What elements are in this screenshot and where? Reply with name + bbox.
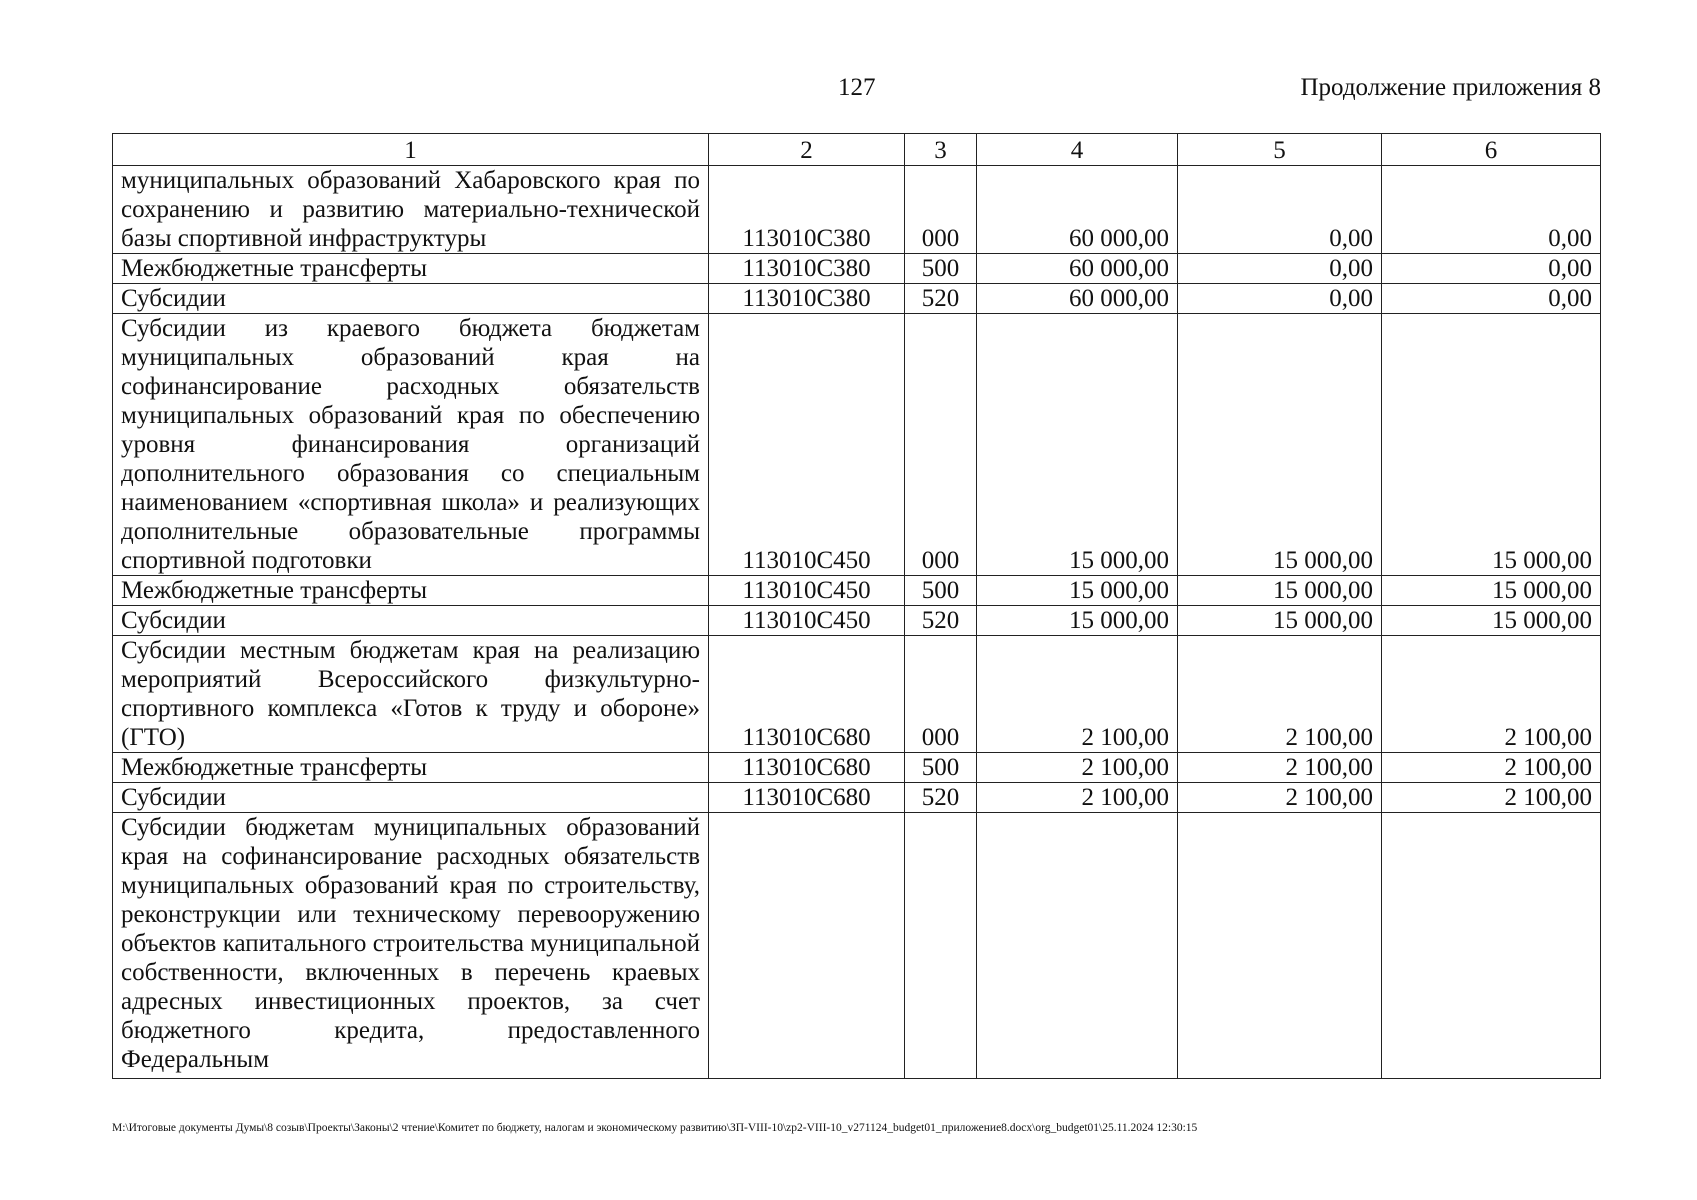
row-description: Субсидии из краевого бюджета бюджетам муниципальных образований края на софинансирование расходных обязательств муниципальных образований края по обеспечению уровня финансирования организаций дополнительного образования со специальным наименованием «спортивная школа» и реализующих дополнительные образовательные программы спортивной подготовки [113,314,709,576]
row-target-code: 113010С450 [709,606,905,636]
row-target-code: 113010С450 [709,314,905,576]
row-description: Субсидии [113,783,709,813]
row-expense-type: 520 [905,606,977,636]
row-value-col6: 2 100,00 [1382,753,1601,783]
table-row [113,813,1601,1079]
row-value-col6 [1382,813,1601,1079]
row-value-col4: 2 100,00 [977,636,1178,753]
row-target-code: 113010С680 [709,636,905,753]
row-description: Межбюджетные трансферты [113,753,709,783]
row-value-col4 [977,813,1178,1079]
row-value-col6: 2 100,00 [1382,783,1601,813]
row-expense-type: 000 [905,166,977,254]
row-expense-type: 500 [905,254,977,284]
row-value-col4: 15 000,00 [977,606,1178,636]
table-row [113,576,1601,606]
table-row [113,606,1601,636]
row-value-col5: 0,00 [1178,166,1382,254]
budget-table [112,133,1601,1079]
row-value-col6: 2 100,00 [1382,636,1601,753]
row-value-col4: 60 000,00 [977,284,1178,314]
row-expense-type: 000 [905,314,977,576]
row-target-code: 113010С680 [709,753,905,783]
row-expense-type: 520 [905,284,977,314]
row-value-col4: 60 000,00 [977,166,1178,254]
row-value-col4: 15 000,00 [977,576,1178,606]
row-expense-type: 500 [905,753,977,783]
row-description: Субсидии [113,606,709,636]
table-row [113,314,1601,576]
row-value-col5: 2 100,00 [1178,636,1382,753]
row-expense-type: 520 [905,783,977,813]
row-expense-type [905,813,977,1079]
row-value-col4: 60 000,00 [977,254,1178,284]
row-target-code: 113010С380 [709,284,905,314]
row-value-col5: 0,00 [1178,254,1382,284]
row-value-col5: 2 100,00 [1178,783,1382,813]
row-target-code: 113010С380 [709,254,905,284]
row-description: Межбюджетные трансферты [113,254,709,284]
table-row [113,254,1601,284]
table-header-row [113,134,1601,166]
row-value-col5: 15 000,00 [1178,576,1382,606]
table-row [113,636,1601,753]
row-expense-type: 000 [905,636,977,753]
document-file-path-footer: M:\Итоговые документы Думы\8 созыв\Проекты\Законы\2 чтение\Комитет по бюджету, налогам и экономическому развитию\ЗП-VIII-10\zp2-VIII-10_v271124_budget01_приложение8.docx\org_budget01\25.11.2024 12:30:15 [112,1122,1198,1134]
row-description: муниципальных образований Хабаровского края по сохранению и развитию материально-технической базы спортивной инфраструктуры [113,166,709,254]
row-value-col6: 15 000,00 [1382,576,1601,606]
row-value-col4: 2 100,00 [977,783,1178,813]
column-header: 4 [977,134,1178,166]
appendix-continuation-label: Продолжение приложения 8 [1300,74,1601,101]
row-value-col5 [1178,813,1382,1079]
column-header: 6 [1382,134,1601,166]
table-row [113,753,1601,783]
row-value-col4: 2 100,00 [977,753,1178,783]
row-target-code: 113010С680 [709,783,905,813]
row-value-col6: 0,00 [1382,284,1601,314]
row-description: Субсидии [113,284,709,314]
column-header: 2 [709,134,905,166]
row-description: Субсидии местным бюджетам края на реализацию мероприятий Всероссийского физкультурно-спортивного комплекса «Готов к труду и обороне» (ГТО) [113,636,709,753]
table-row [113,284,1601,314]
row-description: Субсидии бюджетам муниципальных образований края на софинансирование расходных обязательств муниципальных образований края по строительству, реконструкции или техническому перевооружению объектов капитального строительства муниципальной собственности, включенных в перечень краевых адресных инвестиционных проектов, за счет бюджетного кредита, предоставленного Федеральным [113,813,709,1079]
row-value-col6: 15 000,00 [1382,314,1601,576]
column-header: 5 [1178,134,1382,166]
row-value-col5: 0,00 [1178,284,1382,314]
row-target-code [709,813,905,1079]
row-expense-type: 500 [905,576,977,606]
row-value-col5: 15 000,00 [1178,606,1382,636]
row-description: Межбюджетные трансферты [113,576,709,606]
row-value-col6: 15 000,00 [1382,606,1601,636]
row-target-code: 113010С380 [709,166,905,254]
page-number: 127 [838,74,876,101]
row-target-code: 113010С450 [709,576,905,606]
row-value-col5: 15 000,00 [1178,314,1382,576]
table-row [113,166,1601,254]
row-value-col5: 2 100,00 [1178,753,1382,783]
column-header: 1 [113,134,709,166]
row-value-col4: 15 000,00 [977,314,1178,576]
row-value-col6: 0,00 [1382,166,1601,254]
column-header: 3 [905,134,977,166]
table-row [113,783,1601,813]
row-value-col6: 0,00 [1382,254,1601,284]
